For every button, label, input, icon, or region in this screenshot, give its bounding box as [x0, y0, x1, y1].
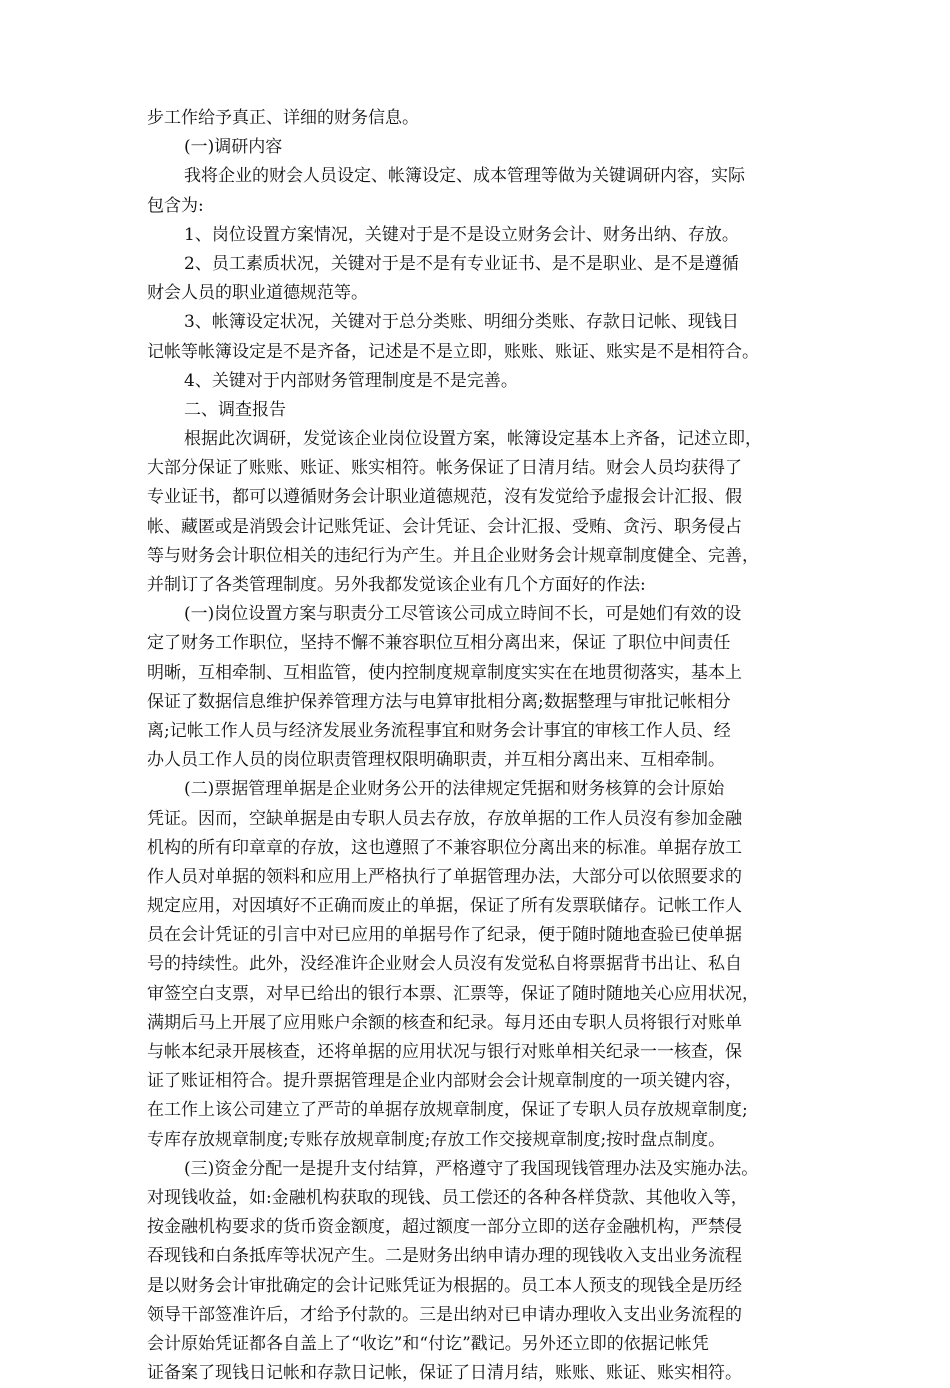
- text-line: 财会人员的职业道德规范等。: [147, 283, 368, 304]
- text-line: 帐、藏匿或是消毁会计记账凭证、会计凭证、会计汇报、受贿、贪污、职务侵占: [147, 516, 742, 537]
- text-line: 保证了数据信息维护保养管理方法与电算审批相分离;数据整理与审批记帐相分: [147, 691, 731, 712]
- text-line: 办人员工作人员的岗位职责管理权限明确职责，并互相分离出来、互相牵制。: [147, 750, 725, 771]
- text-line: 会计原始凭证都各自盖上了“收讫”和“付讫”戳记。另外还立即的依据记帐凭: [147, 1333, 709, 1354]
- text-line: 专业证书，都可以遵循财务会计职业道德规范，沒有发觉给予虚报会计汇报、假: [147, 487, 742, 508]
- text-line: 满期后马上开展了应用账户余额的核查和纪录。每月还由专职人员将银行对账单: [147, 1012, 742, 1033]
- text-line: 作人员对单据的领料和应用上严格执行了单据管理办法，大部分可以依照要求的: [147, 866, 742, 887]
- text-line: 明晰，互相牵制、互相监管，使内控制度规章制度实实在在地贯彻落实，基本上: [147, 662, 742, 683]
- text-line: (三)资金分配一是提升支付结算，严格遵守了我国现钱管理办法及实施办法。: [184, 1158, 759, 1179]
- text-line: 4、关键对于内部财务管理制度是不是完善。: [184, 370, 518, 391]
- text-line: 员在会计凭证的引言中对已应用的单据号作了纪录，便于随时随地查验已使单据: [147, 925, 742, 946]
- text-line: 包含为:: [147, 195, 204, 216]
- text-line: 离;记帐工作人员与经济发展业务流程事宜和财务会计事宜的审核工作人员、经: [147, 720, 731, 741]
- text-line: 是以财务会计审批确定的会计记账凭证为根据的。员工本人预支的现钱全是历经: [147, 1275, 742, 1296]
- text-line: 定了财务工作职位，坚持不懈不兼容职位互相分离出来，保证 了职位中间责任: [147, 633, 731, 654]
- text-line: 并制订了各类管理制度。另外我都发觉该企业有几个方面好的作法:: [147, 575, 646, 595]
- text-line: 证备案了现钱日记帐和存款日记帐，保证了日清月结，账账、账证、账实相符。: [147, 1363, 742, 1384]
- text-line: 在工作上该公司建立了严苛的单据存放规章制度，保证了专职人员存放规章制度;: [147, 1100, 748, 1121]
- text-line: 专库存放规章制度;专账存放规章制度;存放工作交接规章制度;按时盘点制度。: [147, 1129, 726, 1150]
- text-line: 机构的所有印章章的存放，这也遵照了不兼容职位分离出来的标准。单据存放工: [147, 837, 742, 858]
- text-line: 2、员工素质状况，关键对于是不是有专业证书、是不是职业、是不是遵循: [184, 253, 739, 274]
- text-line: (一)岗位设置方案与职责分工尽管该公司成立時间不长，可是她们有效的设: [184, 604, 742, 625]
- text-line: 大部分保证了账账、账证、账实相符。帐务保证了日清月结。财会人员均获得了: [147, 458, 742, 479]
- text-line: 1、岗位设置方案情况，关键对于是不是设立财务会计、财务出纳、存放。: [184, 224, 739, 245]
- text-line: 我将企业的财会人员设定、帐簿设定、成本管理等做为关键调研内容，实际: [184, 166, 745, 187]
- document-body: [147, 104, 827, 1388]
- text-line: 吞现钱和白条抵库等状况产生。二是财务出纳申请办理的现钱收入支出业务流程: [147, 1246, 742, 1267]
- text-line: 与帐本纪录开展核查，还将单据的应用状况与银行对账单相关纪录一一核查，保: [147, 1042, 742, 1062]
- text-line: (一)调研内容: [184, 137, 283, 158]
- text-line: 凭证。因而，空缺单据是由专职人员去存放，存放单据的工作人员沒有参加金融: [147, 808, 742, 829]
- text-line: 对现钱收益，如:金融机构获取的现钱、员工偿还的各种各样贷款、其他收入等，: [147, 1187, 748, 1208]
- text-line: 3、帐簿设定状况，关键对于总分类账、明细分类账、存款日记帐、现钱日: [184, 312, 739, 333]
- text-line: 步工作给予真正、详细的财务信息。: [147, 108, 419, 128]
- text-line: 领导干部签准许后，才给予付款的。三是出纳对已申请办理收入支出业务流程的: [147, 1304, 742, 1325]
- text-line: 记帐等帐簿设定是不是齐备，记述是不是立即，账账、账证、账实是不是相符合。: [147, 341, 759, 362]
- text-line: 规定应用，对因填好不正确而废止的单据，保证了所有发票联储存。记帐工作人: [147, 896, 742, 917]
- text-line: 按金融机构要求的货币资金额度，超过额度一部分立即的送存金融机构，严禁侵: [147, 1217, 742, 1238]
- text-line: 根据此次调研，发觉该企业岗位设置方案，帐簿设定基本上齐备，记述立即，: [184, 429, 762, 450]
- text-line: 审签空白支票，对早已给出的银行本票、汇票等，保证了随时随地关心应用状况，: [147, 983, 759, 1004]
- text-line: 二、调查报告: [184, 399, 286, 420]
- text-line: (二)票据管理单据是企业财务公开的法律规定凭据和财务核算的会计原始: [184, 779, 725, 800]
- text-line: 号的持续性。此外，没经准许企业财会人员沒有发觉私自将票据背书出让、私自: [147, 954, 742, 975]
- text-line: 证了账证相符合。提升票据管理是企业内部财会会计规章制度的一项关键内容，: [147, 1071, 742, 1092]
- text-line: 等与财务会计职位相关的违纪行为产生。并且企业财务会计规章制度健全、完善，: [147, 545, 759, 566]
